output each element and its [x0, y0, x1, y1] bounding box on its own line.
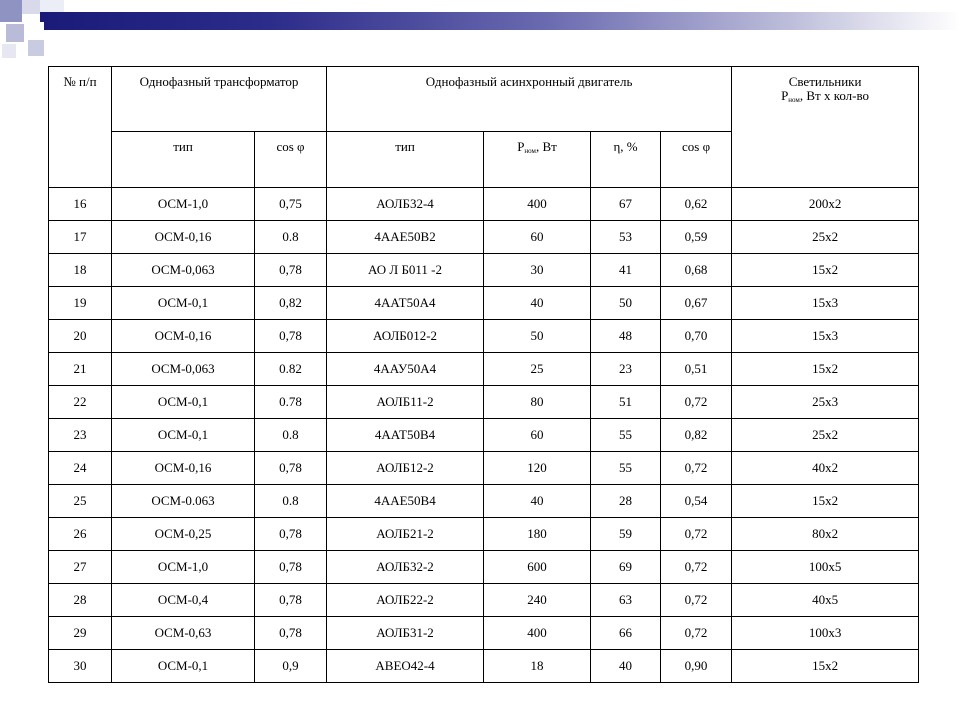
- cell-motor-eta: 55: [591, 419, 661, 452]
- table-row: [49, 221, 919, 254]
- cell-transformer-cos: 0.8: [255, 419, 327, 452]
- cell-transformer-cos: 0,78: [255, 452, 327, 485]
- cell-row-num: 24: [49, 452, 112, 485]
- cell-motor-power: 600: [484, 551, 591, 584]
- cell-motor-eta: 53: [591, 221, 661, 254]
- decor-square: [6, 24, 24, 42]
- table-row: [49, 287, 919, 320]
- cell-motor-power: 50: [484, 320, 591, 353]
- cell-motor-cos: 0,72: [661, 386, 732, 419]
- cell-transformer-type: ОСМ-0,063: [112, 353, 255, 386]
- table-row: [49, 419, 919, 452]
- variants-table: [48, 66, 919, 683]
- cell-row-num: 25: [49, 485, 112, 518]
- cell-row-num: 27: [49, 551, 112, 584]
- cell-motor-power: 40: [484, 287, 591, 320]
- cell-motor-type: 4ААТ50В4: [327, 419, 484, 452]
- cell-motor-type: АОЛБ012-2: [327, 320, 484, 353]
- cell-lamps: 40х2: [732, 452, 919, 485]
- cell-transformer-cos: 0.8: [255, 221, 327, 254]
- cell-row-num: 20: [49, 320, 112, 353]
- cell-transformer-cos: 0,78: [255, 551, 327, 584]
- table-body: [49, 188, 919, 683]
- cell-motor-cos: 0,51: [661, 353, 732, 386]
- cell-motor-type: АОЛБ32-4: [327, 188, 484, 221]
- cell-motor-eta: 59: [591, 518, 661, 551]
- cell-motor-power: 400: [484, 617, 591, 650]
- subheader-m-type: тип: [327, 132, 484, 188]
- cell-row-num: 30: [49, 650, 112, 683]
- cell-motor-eta: 40: [591, 650, 661, 683]
- cell-motor-eta: 50: [591, 287, 661, 320]
- decor-square: [22, 0, 40, 14]
- cell-transformer-cos: 0,78: [255, 254, 327, 287]
- header-lamps-sub: ном: [788, 96, 800, 104]
- cell-transformer-type: ОСМ-0,1: [112, 419, 255, 452]
- cell-row-num: 23: [49, 419, 112, 452]
- cell-motor-eta: 63: [591, 584, 661, 617]
- cell-motor-type: АОЛБ22-2: [327, 584, 484, 617]
- decor-square: [40, 0, 64, 12]
- subheader-tr-type: тип: [112, 132, 255, 188]
- cell-motor-cos: 0,72: [661, 452, 732, 485]
- cell-transformer-type: ОСМ-0,1: [112, 287, 255, 320]
- cell-transformer-cos: 0,78: [255, 518, 327, 551]
- cell-motor-eta: 48: [591, 320, 661, 353]
- cell-transformer-cos: 0,78: [255, 584, 327, 617]
- cell-transformer-cos: 0,9: [255, 650, 327, 683]
- subheader-tr-cos: cos φ: [255, 132, 327, 188]
- subheader-m-p-sub: ном: [524, 147, 536, 155]
- cell-motor-cos: 0,72: [661, 584, 732, 617]
- cell-row-num: 18: [49, 254, 112, 287]
- cell-motor-power: 18: [484, 650, 591, 683]
- cell-lamps: 15х2: [732, 485, 919, 518]
- header-gradient-bar: [40, 12, 960, 30]
- cell-motor-eta: 67: [591, 188, 661, 221]
- cell-transformer-type: ОСМ-0,16: [112, 320, 255, 353]
- table-row: [49, 452, 919, 485]
- cell-motor-eta: 51: [591, 386, 661, 419]
- cell-motor-cos: 0,62: [661, 188, 732, 221]
- header-lamps: [732, 67, 919, 188]
- cell-transformer-type: ОСМ-0,16: [112, 221, 255, 254]
- table-row: [49, 518, 919, 551]
- table-row: [49, 650, 919, 683]
- table-row: [49, 254, 919, 287]
- cell-motor-type: 4ААТ50А4: [327, 287, 484, 320]
- cell-motor-cos: 0,90: [661, 650, 732, 683]
- cell-motor-power: 120: [484, 452, 591, 485]
- cell-transformer-cos: 0,78: [255, 320, 327, 353]
- subheader-m-cos: cos φ: [661, 132, 732, 188]
- decor-square: [24, 22, 44, 42]
- cell-transformer-cos: 0,82: [255, 287, 327, 320]
- subheader-m-p: Р: [517, 139, 525, 154]
- cell-motor-power: 25: [484, 353, 591, 386]
- cell-motor-power: 30: [484, 254, 591, 287]
- cell-motor-cos: 0,59: [661, 221, 732, 254]
- cell-transformer-type: ОСМ-0,63: [112, 617, 255, 650]
- cell-motor-cos: 0,72: [661, 617, 732, 650]
- slide-header-decoration: [0, 0, 960, 60]
- cell-motor-type: АОЛБ31-2: [327, 617, 484, 650]
- table-row: [49, 551, 919, 584]
- cell-motor-cos: 0,82: [661, 419, 732, 452]
- cell-lamps: 15х2: [732, 650, 919, 683]
- cell-lamps: 25х3: [732, 386, 919, 419]
- header-lamps-title: Светильники: [788, 74, 862, 89]
- cell-transformer-type: ОСМ-0,1: [112, 650, 255, 683]
- cell-motor-type: АОЛБ12-2: [327, 452, 484, 485]
- cell-transformer-cos: 0.8: [255, 485, 327, 518]
- cell-motor-cos: 0,70: [661, 320, 732, 353]
- table-row: [49, 320, 919, 353]
- cell-row-num: 29: [49, 617, 112, 650]
- cell-row-num: 26: [49, 518, 112, 551]
- cell-motor-cos: 0,54: [661, 485, 732, 518]
- cell-motor-cos: 0,68: [661, 254, 732, 287]
- table-row: [49, 386, 919, 419]
- cell-transformer-type: ОСМ-1,0: [112, 551, 255, 584]
- subheader-m-p-rest: , Вт: [535, 139, 557, 154]
- table-row: [49, 188, 919, 221]
- subheader-m-eta: η, %: [591, 132, 661, 188]
- cell-lamps: 15х2: [732, 353, 919, 386]
- cell-motor-eta: 66: [591, 617, 661, 650]
- cell-lamps: 15х2: [732, 254, 919, 287]
- cell-motor-power: 40: [484, 485, 591, 518]
- cell-row-num: 19: [49, 287, 112, 320]
- cell-motor-eta: 69: [591, 551, 661, 584]
- cell-transformer-type: ОСМ-0,16: [112, 452, 255, 485]
- cell-row-num: 21: [49, 353, 112, 386]
- cell-motor-power: 60: [484, 221, 591, 254]
- cell-transformer-type: ОСМ-0,1: [112, 386, 255, 419]
- cell-motor-power: 400: [484, 188, 591, 221]
- cell-motor-type: АОЛБ32-2: [327, 551, 484, 584]
- cell-transformer-cos: 0,78: [255, 617, 327, 650]
- table-row: [49, 617, 919, 650]
- cell-lamps: 15х3: [732, 287, 919, 320]
- header-transformer: Однофазный трансформатор: [112, 67, 327, 132]
- cell-lamps: 100х5: [732, 551, 919, 584]
- cell-row-num: 16: [49, 188, 112, 221]
- cell-motor-type: 4ААЕ50В4: [327, 485, 484, 518]
- cell-motor-power: 60: [484, 419, 591, 452]
- cell-transformer-type: ОСМ-0,25: [112, 518, 255, 551]
- header-num: № п/п: [49, 67, 112, 188]
- cell-motor-power: 180: [484, 518, 591, 551]
- cell-lamps: 100х3: [732, 617, 919, 650]
- cell-row-num: 28: [49, 584, 112, 617]
- cell-lamps: 80х2: [732, 518, 919, 551]
- cell-motor-cos: 0,72: [661, 551, 732, 584]
- decor-square: [28, 40, 44, 56]
- cell-transformer-cos: 0,75: [255, 188, 327, 221]
- cell-motor-eta: 41: [591, 254, 661, 287]
- cell-motor-eta: 23: [591, 353, 661, 386]
- cell-motor-type: 4ААУ50А4: [327, 353, 484, 386]
- cell-lamps: 200х2: [732, 188, 919, 221]
- table-row: [49, 584, 919, 617]
- cell-lamps: 25х2: [732, 419, 919, 452]
- header-motor: Однофазный асинхронный двигатель: [327, 67, 732, 132]
- cell-transformer-type: ОСМ-1,0: [112, 188, 255, 221]
- cell-motor-type: АО Л Б011 -2: [327, 254, 484, 287]
- subheader-m-power: [484, 132, 591, 188]
- cell-motor-eta: 28: [591, 485, 661, 518]
- decor-square: [2, 44, 16, 58]
- cell-motor-eta: 55: [591, 452, 661, 485]
- cell-row-num: 17: [49, 221, 112, 254]
- cell-motor-power: 240: [484, 584, 591, 617]
- cell-lamps: 40х5: [732, 584, 919, 617]
- cell-transformer-cos: 0.78: [255, 386, 327, 419]
- cell-motor-type: 4ААЕ50В2: [327, 221, 484, 254]
- table-row: [49, 485, 919, 518]
- cell-transformer-cos: 0.82: [255, 353, 327, 386]
- cell-motor-cos: 0,72: [661, 518, 732, 551]
- cell-lamps: 15х3: [732, 320, 919, 353]
- header-lamps-rest: , Вт х кол-во: [799, 88, 870, 103]
- cell-motor-power: 80: [484, 386, 591, 419]
- decor-square: [0, 0, 22, 22]
- cell-transformer-type: ОСМ-0,4: [112, 584, 255, 617]
- header-lamps-p: Р: [781, 88, 789, 103]
- cell-row-num: 22: [49, 386, 112, 419]
- cell-motor-cos: 0,67: [661, 287, 732, 320]
- cell-motor-type: АВЕО42-4: [327, 650, 484, 683]
- cell-lamps: 25х2: [732, 221, 919, 254]
- table-row: [49, 353, 919, 386]
- cell-transformer-type: ОСМ-0,063: [112, 254, 255, 287]
- cell-motor-type: АОЛБ11-2: [327, 386, 484, 419]
- cell-transformer-type: ОСМ-0.063: [112, 485, 255, 518]
- cell-motor-type: АОЛБ21-2: [327, 518, 484, 551]
